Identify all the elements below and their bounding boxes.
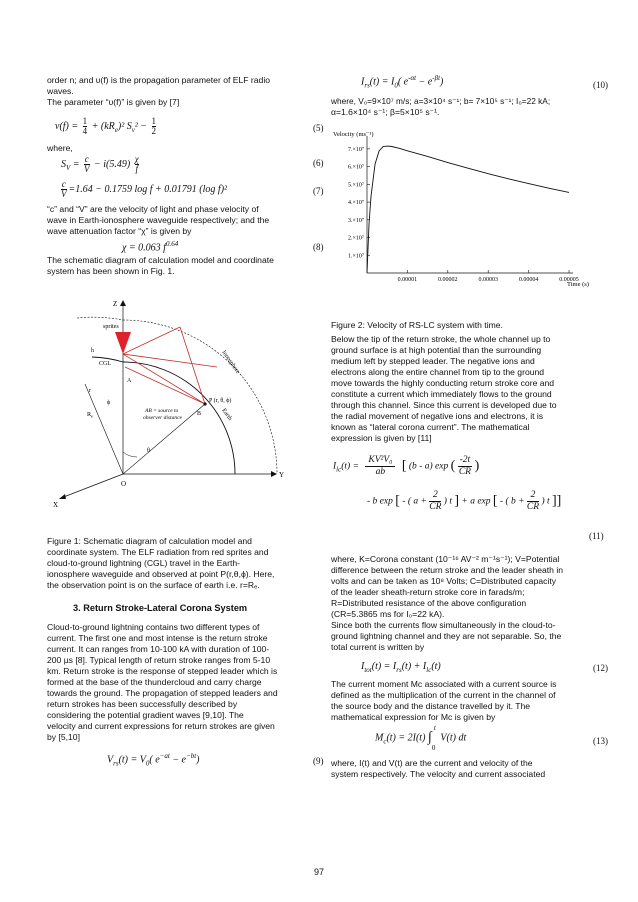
para3-line-2: system has been shown in Fig. 1. — [47, 266, 175, 276]
para-line-9: known as “lateral corona current”. The mathematical — [331, 422, 530, 432]
equation-7: $\frac{c}{V} =1.64 - 0.1759$ log f + 0.01791 (log f)² — [61, 179, 228, 199]
moment-line-3: the source body and the distance travelled by it. The — [331, 701, 531, 711]
b-label: B — [197, 411, 202, 417]
x-tick-label: 0.00003 — [478, 277, 498, 283]
equation-10: $I_{rs}(t) = I_0$( $e^{-\alpha t} - e^{-\beta t}$) — [361, 74, 444, 90]
para-line-2: ground surface is at high potential than the surrounding — [331, 345, 542, 355]
figure-1-diagram — [47, 292, 325, 520]
section-line-6: formed at the base of the thundercloud and carry charge — [47, 677, 262, 687]
section-line-9: considering the potential gradient waves [9,10]. The — [47, 710, 244, 720]
intro-line-1: order n; and υ(f) is the propagation parameter of ELF radio — [47, 75, 271, 85]
para-line-10: expression is given by [11] — [331, 433, 432, 443]
where2-line-6: (CR=5.3865 ms for I₀=22 kA). — [331, 609, 445, 619]
page-number: 97 — [313, 867, 324, 877]
radius-re — [85, 384, 123, 474]
intro-line-2: waves. — [47, 86, 74, 96]
section-line-3: current. It can ranges from 10-100 kA with duration of 100- — [47, 644, 270, 654]
para3-line-1: The schematic diagram of calculation model and coordinate — [47, 255, 274, 265]
final-line-2: system respectively. The velocity and current associated — [331, 769, 546, 779]
para-line-6: constitute a current which immediately flows to the ground — [331, 389, 552, 399]
eq7-number: (7) — [313, 186, 324, 196]
para-line-4: electrons along the entire channel from tip to the ground — [331, 367, 545, 377]
x-label: X — [53, 501, 59, 509]
section-line-11: by [5,10] — [47, 732, 80, 742]
eq8-number: (8) — [313, 242, 324, 252]
chart-xlabel: Time (s) — [567, 281, 589, 288]
cgl-label: CGL — [99, 361, 111, 367]
velocity-series-line — [367, 146, 569, 273]
params-line-1: where, V₀=9×10⁷ m/s; a=3×10⁴ s⁻¹; b= 7×10⁵ s⁻¹; I₀=22 kA; — [331, 96, 551, 106]
where2-line-8: ground lightning channel and they are not separable. So, the — [331, 631, 562, 641]
where2-line-9: total current is written by — [331, 642, 425, 652]
eq5-number: (5) — [313, 123, 324, 133]
sprites-label: sprites — [103, 324, 119, 330]
y-tick-label: 7.×10⁷ — [348, 146, 364, 153]
para-line-5: move towards the highly conducting return stroke core and — [331, 378, 555, 388]
a-label: A — [127, 378, 132, 384]
y-tick-label: 3.×10⁷ — [348, 217, 364, 224]
where2-line-7: Since both the currents flow simultaneously in the cloud-to- — [331, 620, 556, 630]
sprite-shape — [115, 332, 131, 354]
where2-line-1: where, K=Corona constant (10⁻¹⁶ AV⁻² m⁻¹s⁻¹); V=Potential — [331, 554, 560, 564]
fig1-caption-3: cloud-to-ground lightning (CGL) travel in the Earth- — [47, 557, 240, 568]
para-line-3: medium left by stepped leader. The negative ions and — [331, 356, 535, 366]
where2-line-5: R=Distributed resistance of the above configuration — [331, 598, 527, 608]
equation-8: χ = 0.063 $f^{0.64}$ — [122, 240, 179, 254]
x-axis — [61, 474, 123, 498]
section-line-4: 200 µs [8]. Typical length of return stroke ranges from 5-10 — [47, 655, 271, 665]
moment-line-4: mathematical expression for Mᴄ is given by — [331, 712, 496, 722]
equation-5: ν(f) = $\frac{1}{4} + (kR_e)^2$ $S_v^2$ − $\frac{1}{2}$ — [55, 116, 157, 136]
where2-line-3: volts and can be taken as 10⁸ Volts; C=Distributed capacity — [331, 576, 557, 586]
eq13-number: (13) — [593, 736, 608, 746]
x-tick-label: 0.00002 — [438, 277, 458, 283]
section-line-7: towards the ground. The propagation of stepped leaders and — [47, 688, 278, 698]
para-line-8: the radial movement of negative ions and electrons, it is — [331, 411, 544, 421]
section-line-5: km. Return stroke is the response of stepped leader which is — [47, 666, 278, 676]
eq11-number: (11) — [589, 531, 604, 541]
z-label: Z — [113, 300, 118, 308]
params-line-2: α=1.6×10⁴ s⁻¹; β=5×10⁵ s⁻¹. — [331, 107, 440, 117]
re-label: $R_e$ — [87, 412, 94, 419]
eq9-number: (9) — [313, 756, 324, 766]
equation-6: $S_V$ = $\frac{c}{V} - i(5.49)$ $\frac{\chi}{f}$ — [61, 154, 139, 174]
eq12-number: (12) — [593, 663, 608, 673]
ab-label-1: AB = source to — [145, 408, 179, 414]
para-line-7: through this channel. Since this current is developed due to — [331, 400, 557, 410]
equation-11-row1: $I_{lc}(t)$ = $\frac{\text{KV²V₀}}{ab}$ [ (b - a) exp ( $\frac{-2t}{CR}$ ) — [333, 455, 480, 477]
section-line-1: Cloud-to-ground lightning contains two different types of — [47, 622, 260, 632]
r-label: r — [89, 388, 91, 394]
final-line-1: where, I(t) and V(t) are the current and velocity of the — [331, 758, 533, 768]
x-tick-label: 0.00005 — [559, 277, 579, 283]
chart-ylabel: Velocity (ms⁻¹) — [333, 131, 374, 138]
theta-label: θ — [147, 448, 150, 454]
p-label: P (r, θ, ϕ) — [209, 398, 232, 404]
x-tick-label: 0.00004 — [518, 277, 539, 283]
y-tick-label: 4.×10⁷ — [348, 200, 364, 207]
ionosphere-label: Ionosphere — [220, 349, 241, 375]
y-tick-label: 1.×10⁷ — [348, 253, 364, 260]
y-tick-label: 5.×10⁷ — [348, 182, 364, 189]
fig1-caption-2: coordinate system. The ELF radiation from red sprites and — [47, 546, 269, 557]
phi-label: ϕ — [107, 400, 111, 406]
x-tick-label: 0.00001 — [397, 277, 418, 283]
fig1-caption-4: ionosphere waveguide and observed at point P(r,θ,ϕ). Here, — [47, 568, 275, 579]
para2-line-3: wave attenuation factor “χ” is given by — [47, 226, 192, 236]
equation-11-row2: - b exp [ - ( a + $\frac{2}{CR}$ ) t ] + a exp [ - ( b + $\frac{2}{CR}$ ) t ]] — [367, 490, 562, 512]
section-line-10: velocity and current expressions for return strokes are given — [47, 721, 275, 731]
where2-line-2: difference between the return stroke and the leader sheath in — [331, 565, 564, 575]
fig1-caption-5: the observation point is on the surface of earth i.e. r=Rₑ. — [47, 579, 260, 590]
section-line-2: current. The first one and most intense is the return stroke — [47, 633, 268, 643]
where-label: where, — [47, 143, 73, 153]
figure-2-chart — [331, 126, 609, 298]
where2-line-4: of the leader sheath-return stroke core in farads/m; — [331, 587, 525, 597]
equation-9: $V_{rs}(t) = V_0$( $e^{-at} - e^{-bt}$) — [107, 752, 200, 768]
earth-label: Earth — [220, 407, 233, 422]
y-tick-label: 2.×10⁷ — [348, 235, 364, 242]
para-line-1: Below the tip of the return stroke, the whole channel up to — [331, 334, 551, 344]
section-line-8: return strokes has been successfully described by — [47, 699, 238, 709]
ab-label-2: observer distance — [143, 415, 182, 421]
equation-12: $I_{tot}(t) = I_{rs}(t) + I_{lc}(t)$ — [361, 661, 441, 674]
section-heading: 3. Return Stroke-Lateral Corona System — [73, 603, 248, 613]
moment-line-2: defined as the multiplication of the current in the channel of — [331, 690, 556, 700]
y-tick-label: 6.×10⁷ — [348, 164, 364, 171]
eq10-number: (10) — [593, 80, 608, 90]
para2-line-1: “c” and “V” are the velocity of light and phase velocity of — [47, 204, 259, 214]
y-label: Y — [279, 471, 285, 479]
para2-line-2: wave in Earth-ionosphere waveguide respectively; and the — [47, 215, 270, 225]
fig2-caption: Figure 2: Velocity of RS-LC system with time. — [331, 319, 503, 330]
h-label: h — [91, 348, 94, 354]
param-line: The parameter “υ(f)” is given by [7] — [47, 97, 180, 107]
moment-line-1: The current moment Mᴄ associated with a current source is — [331, 679, 557, 689]
origin-label: O — [121, 480, 127, 488]
eq6-number: (6) — [313, 158, 324, 168]
fig1-caption-1: Figure 1: Schematic diagram of calculation model and — [47, 535, 252, 546]
equation-13: $M_c(t) = 2I(t)$ ∫ t 0 V(t) dt — [375, 724, 467, 752]
